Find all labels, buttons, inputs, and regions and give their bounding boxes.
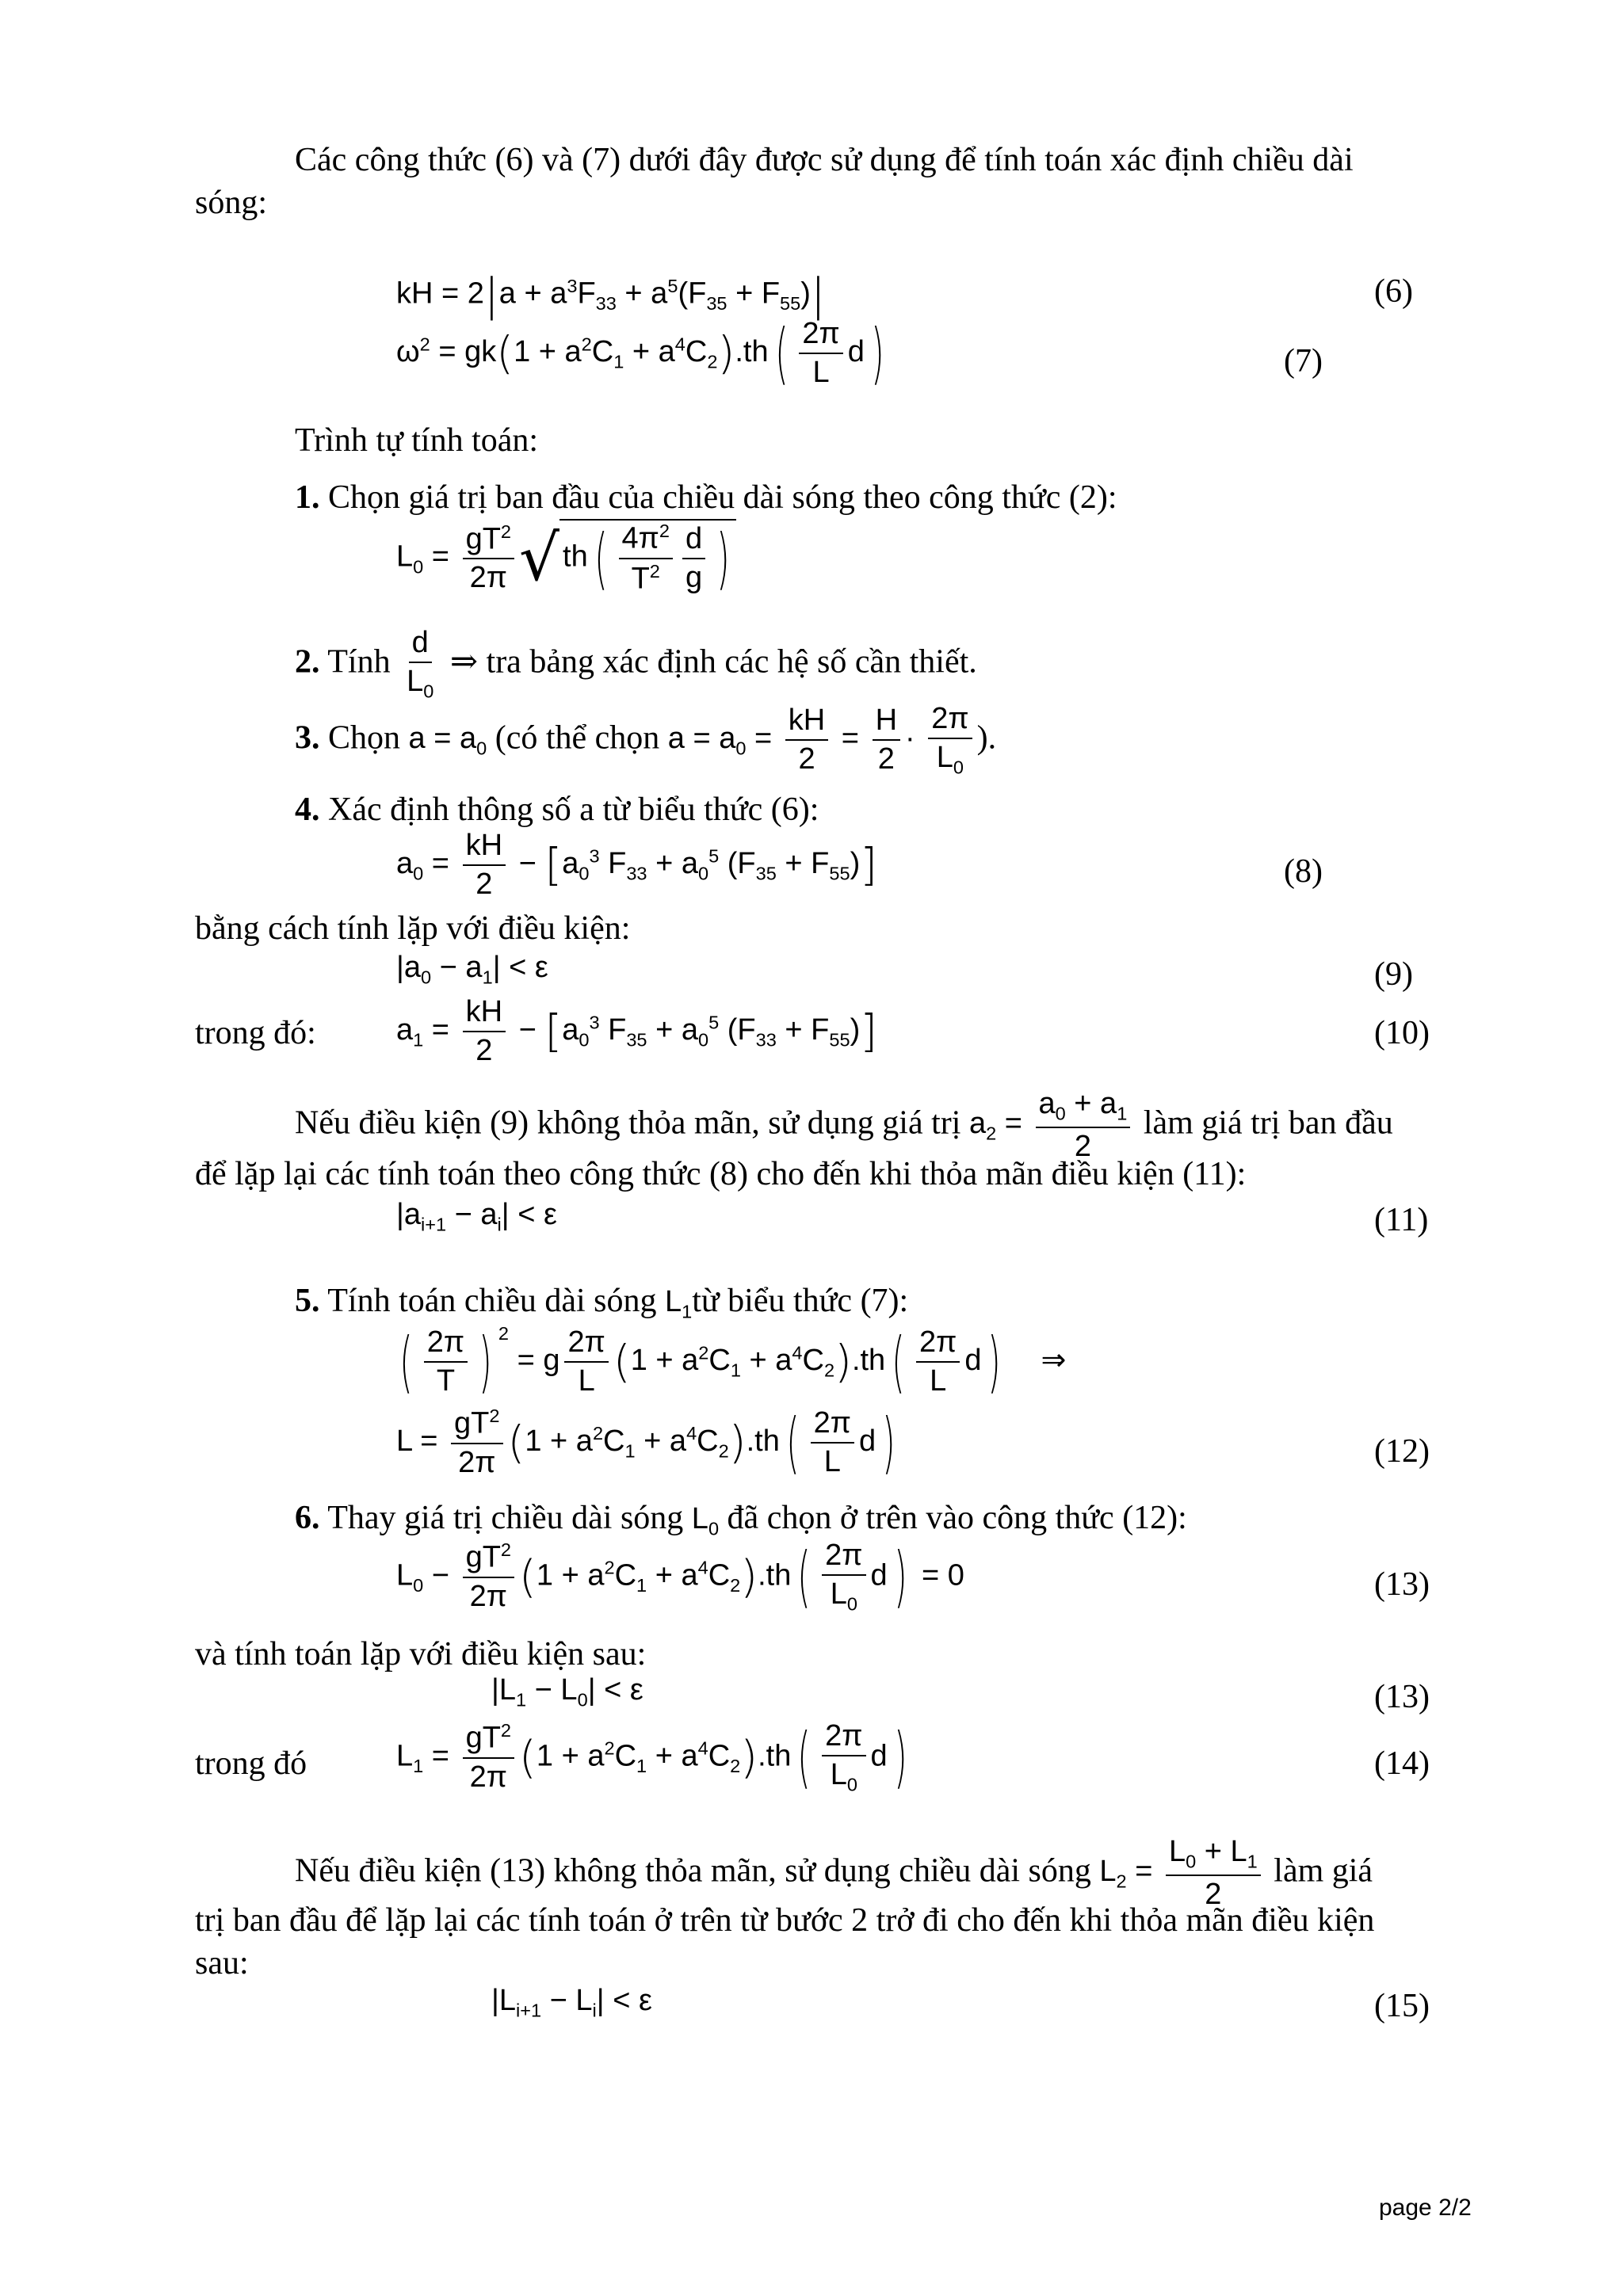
equation-8: $a_0$ = $\frac{kH}{2}$ − [$a_0^3$ $F_{33} + a_0^5$ $(F_{35} + F_{55})$] [396,829,878,901]
equation-L0: $L_0$ = $\frac{gT^2}{2\pi}$ √ th( $\frac{4\pi^2}{T^2}$ $\frac{d}{g}$ ) [396,519,736,596]
equation-7: $\omega^2 = gk(1 + a^2C_1 + a^4C_2).th$( $\frac{2\pi}{L}$ d) [396,315,884,392]
intro-line-1: Các công thức (6) và (7) dưới đây được sử dụng để tính toán xác định chiều dài [295,142,1354,178]
eq-number-10: (10) [1374,1015,1430,1051]
cond9-pre: Nếu điều kiện (9) không thỏa mãn, sử dụng giá trị [295,1104,961,1142]
L2-expression: $L_2$ = $\frac{L_0 + L_1}{2}$ [1099,1855,1265,1888]
step-4-text: Xác định thông số a từ biểu thức (6): [328,791,819,828]
step-1-number: 1. [295,479,320,516]
eq-number-9: (9) [1374,956,1413,993]
step-1-text: Chọn giá trị ban đầu của chiều dài sóng theo công thức (2): [328,479,1117,516]
equation-11: $|a_{i+1} - a_i| < \varepsilon$ [396,1198,557,1235]
cond13-line-2: trị ban đầu để lặp lại các tính toán ở trên từ bước 2 trở đi cho đến khi thỏa mãn điều kiện [195,1902,1375,1939]
L1-symbol: $L_1$ [665,1285,693,1322]
step-3-number: 3. [295,719,320,757]
procedure-title: Trình tự tính toán: [295,422,539,459]
step-5-number: 5. [295,1283,320,1319]
eq-number-15: (15) [1374,1988,1430,2024]
eq-number-7: (7) [1284,343,1323,379]
step-2-pre: Tính [327,643,391,681]
equation-omega: ( $\frac{2\pi}{T}$ ) $^2$ = g $\frac{2\pi}{L}$ $(1 + a^2C_1 + a^4C_2).th$( $\frac{2\pi}{L}$ d) ⇒ [399,1322,1067,1401]
eq-number-8: (8) [1284,853,1323,890]
cond13-post: làm giá [1274,1852,1373,1890]
step-4-number: 4. [295,791,320,828]
equation-9: $|a_0 - a_1| < \varepsilon$ [396,951,548,988]
equation-6: kH = $2|a + a^3F_{33} + a^5(F_{35} + F_{55})|$ [396,269,826,321]
cond13-line-3: sau: [195,1945,249,1981]
iter-L-text: và tính toán lặp với điều kiện sau: [195,1636,647,1672]
eq-number-6: (6) [1374,273,1413,310]
eq-number-14: (14) [1374,1745,1430,1782]
L0-symbol: $L_0$ [691,1502,720,1539]
equation-14: $L_1$ = $\frac{gT^2}{2\pi}$ $(1 + a^2C_1 + a^4C_2).th$( $\frac{2\pi}{L_0}$ d) [396,1718,907,1797]
eq-number-13b: (13) [1374,1679,1430,1715]
trong-do-2: trong đó [195,1745,307,1782]
step-2-number: 2. [295,643,320,681]
intro-line-2: sóng: [195,185,268,221]
step-6-post: đã chọn ở trên vào công thức (12): [727,1500,1187,1536]
eq-number-12: (12) [1374,1433,1430,1470]
equation-10: $a_1$ = $\frac{kH}{2}$ − [$a_0^3$ $F_{35} + a_0^5$ $(F_{33} + F_{55})$] [396,995,878,1067]
step-3-mid: (có thể chọn [495,719,660,757]
step-6-pre: Thay giá trị chiều dài sóng [327,1500,684,1536]
a0-expression: $a = a_0$ = $\frac{kH}{2}$ = $\frac{H}{2}$ · $\frac{2\pi}{L_0}$ [668,722,977,755]
a-equals-a0: $a = a_0$ [408,722,487,759]
step-5-pre: Tính toán chiều dài sóng [327,1283,657,1319]
trong-do-1: trong đó: [195,1015,316,1051]
step-3-post: ). [976,719,997,757]
page-footer: page 2/2 [1379,2195,1472,2221]
d-over-L0: $\frac{d}{L_0}$ [407,626,434,702]
step-5-post: từ biểu thức (7): [692,1283,909,1319]
equation-13-cond: $|L_1 - L_0| < \varepsilon$ [491,1673,643,1711]
a2-expression: $a_2$ = $\frac{a_0 + a_1}{2}$ [969,1107,1135,1140]
equation-13: $L_0$ − $\frac{gT^2}{2\pi}$ $(1 + a^2C_1 + a^4C_2).th$( $\frac{2\pi}{L_0}$ d) = 0 [396,1538,964,1616]
eq-number-11: (11) [1374,1202,1429,1238]
step-6-number: 6. [295,1500,320,1536]
equation-12: L = $\frac{gT^2}{2\pi}$ $(1 + a^2C_1 + a^4C_2).th$( $\frac{2\pi}{L}$ d) [396,1403,896,1482]
step-3-pre: Chọn [328,719,401,757]
equation-15: $|L_{i+1} - L_i| < \varepsilon$ [491,1984,652,2021]
iter-a-text: bằng cách tính lặp với điều kiện: [195,910,631,947]
cond13-pre: Nếu điều kiện (13) không thỏa mãn, sử dụng chiều dài sóng [295,1852,1091,1890]
eq-number-13a: (13) [1374,1566,1430,1603]
cond9-line-2: để lặp lại các tính toán theo công thức (8) cho đến khi thỏa mãn điều kiện (11): [195,1156,1247,1192]
cond9-post: làm giá trị ban đầu [1143,1104,1393,1142]
step-2-post: ⇒ tra bảng xác định các hệ số cần thiết. [449,643,977,681]
